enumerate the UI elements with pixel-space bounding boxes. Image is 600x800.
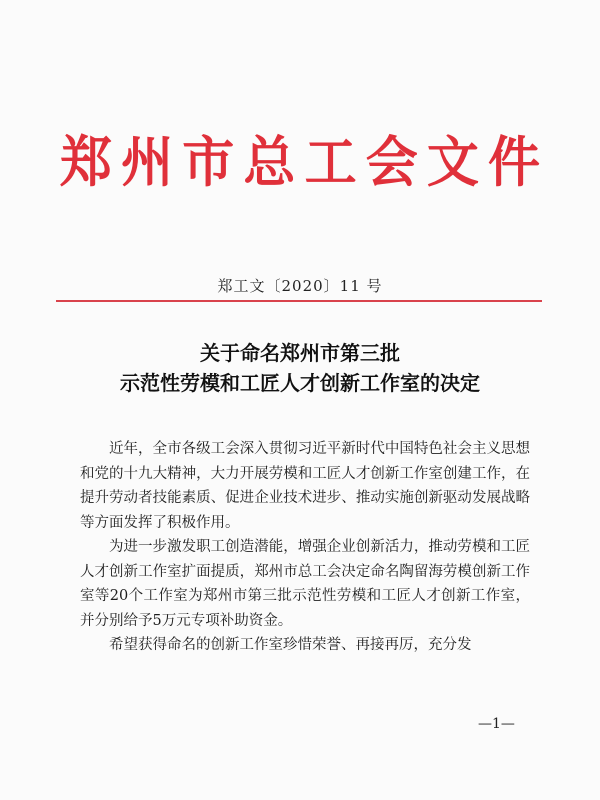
masthead-char: 郑 [60, 131, 113, 195]
masthead-char: 文 [426, 131, 479, 195]
masthead-char: 州 [121, 131, 174, 195]
masthead-char: 工 [304, 131, 357, 195]
body-paragraph-3: 希望获得命名的创新工作室珍惜荣誉、再接再厉，充分发 [109, 637, 472, 653]
document-body [80, 437, 530, 658]
masthead-char: 件 [487, 131, 540, 195]
title-line-2: 示范性劳模和工匠人才创新工作室的决定 [120, 371, 480, 395]
document-number: 郑工文〔2020〕11 号 [217, 277, 383, 295]
masthead-title [60, 128, 540, 198]
body-paragraph-2: 为进一步激发职工创造潜能，增强企业创新活力，推动劳模和工匠人才创新工作室扩面提质，郑州市总工会决定命名陶留海劳模创新工作室等20个工作室为郑州市第三批示范性劳模和工匠人才创新工作室，并分别给予5万元专项补助资金。 [80, 539, 530, 629]
body-paragraph-1: 近年，全市各级工会深入贯彻习近平新时代中国特色社会主义思想和党的十九大精神，大力开展劳模和工匠人才创新工作室创建工作，在提升劳动者技能素质、促进企业技术进步、推动实施创新驱动发展战略等方面发挥了积极作用。 [80, 441, 530, 531]
masthead-char: 市 [182, 131, 235, 195]
document-title [0, 338, 600, 398]
red-separator-line [56, 300, 542, 302]
masthead-char: 会 [365, 131, 418, 195]
title-line-1: 关于命名郑州市第三批 [200, 341, 400, 365]
masthead-char: 总 [243, 131, 296, 195]
page-number: —1— [478, 716, 515, 732]
